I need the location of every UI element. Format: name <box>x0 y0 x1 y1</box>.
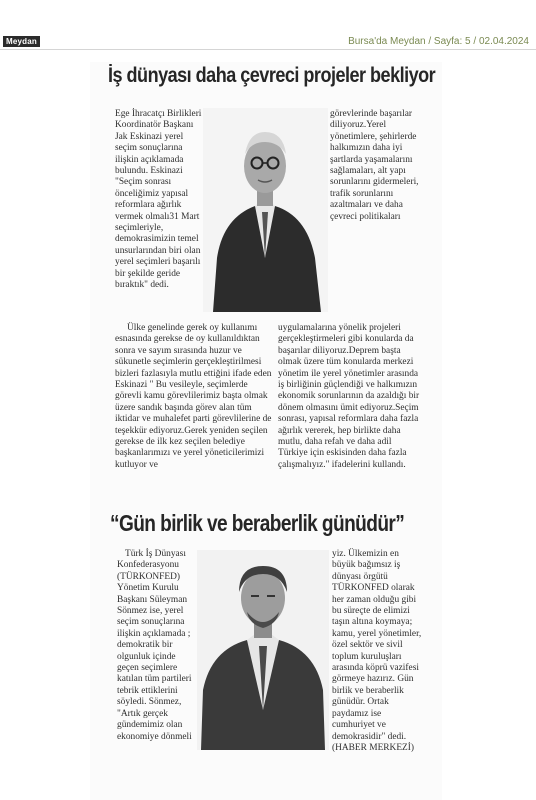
article2-column-left <box>117 549 197 743</box>
newspaper-logo: Meydan <box>3 36 40 47</box>
article1-column-right-top <box>330 109 426 223</box>
article1-column-main <box>115 323 273 471</box>
article1-intro-text: Ege İhracatçı Birlikleri Koordinatör Başkanı Jak Eskinazi yerel seçim sonuçlarına ilişkin açıklamada bulundu. Eskinazi "Seçim sonrası önceliğimiz yapısal reformlara ağırlık vermek olmalı31 Mart seçimleriyle, demokrasimizin temel unsurlarından biri olan yerel seçimleri başarılı bir şekilde geride bıraktık" dedi. <box>115 109 202 291</box>
portrait-photo-eskinazi <box>203 108 328 312</box>
article2-intro-text: Türk İş Dünyası Konfederasyonu (TÜRKONFED) Yönetim Kurulu Başkanı Süleyman Sönmez ise, yerel seçim sonuçlarına ilişkin açıklamada ; demokratik bir olgunluk içinde geçen seçimlere katılan tüm partileri tebrik ettiklerini söyledi. Sönmez, "Artık gerçek gündemimiz olan ekonomiye dönmeli <box>117 549 192 742</box>
article1-main-text: Ülke genelinde gerek oy kullanımı esnasında gerekse de oy kullanıldıktan sonra ve sayım sırasında huzur ve sükunetle seçimlerin gerçekleştirilmesi bizleri fazlasıyla mutlu ettiğini ifade eden Eskinazi " Bu vesileyle, seçimlerde görevli kamu görevlilerimiz başta olmak üzere sandık başında görev alan tüm iktidar ve muhalefet parti görevlilerine de teşekkür ediyoruz.Gerek yeniden seçilen gerekse de ilk kez seçilen belediye başkanlarımızı ve yerel yöneticilerimizi kutluyor ve <box>115 323 272 470</box>
article-headline-2: “Gün birlik ve beraberlik günüdür” <box>110 510 405 536</box>
header-divider <box>0 49 536 50</box>
page-header <box>0 0 536 48</box>
article2-column-right <box>332 549 422 754</box>
article-headline-1: İş dünyası daha çevreci projeler bekliyor <box>108 64 436 87</box>
article1-column-right-bottom <box>278 323 423 471</box>
page-info: Bursa'da Meydan / Sayfa: 5 / 02.04.2024 <box>348 36 529 47</box>
portrait-photo-sonmez <box>197 550 329 750</box>
article1-closing-text: uygulamalarına yönelik projeleri gerçekleştirmeleri gibi konularda da başarılar diliyoruz.Deprem başta olmak üzere tüm konularda merkezi yönetim ile yerel yönetimler arasında iş birliğinin güçlendiği ve halkımızın ekonomik sorunlarının da azaldığı bir dönem olmasını ümit ediyoruz.Seçim sonrası, yapısal reformlara daha fazla ağırlık vererek, hep birlikte daha mutlu, daha refah ve daha adil Türkiye için eskisinden daha fazla çalışmalıyız." ifadelerini kullandı. <box>278 323 420 470</box>
article1-column-left <box>115 109 203 292</box>
article1-right-text: görevlerinde başarılar diliyoruz.Yerel yönetimlere, şehirlerde halkımızın daha iyi şartlarda yaşamalarını sağlamaları, alt yapı sorunlarını gidermeleri, trafik sorunlarını azaltmaları ve daha çevreci politikaları <box>330 109 419 222</box>
article2-right-text: yiz. Ülkemizin en büyük bağımsız iş dünyası örgütü TÜRKONFED olarak her zaman olduğu gibi bu süreçte de elimizi taşın altına koymaya; kamu, yerel yönetimler, özel sektör ve sivil toplum kuruluşları arasında köprü vazifesi görmeye hazırız. Gün birlik ve beraberlik günüdür. Ortak paydamız ise cumhuriyet ve demokrasidir" dedi. (HABER MERKEZİ) <box>332 549 422 753</box>
